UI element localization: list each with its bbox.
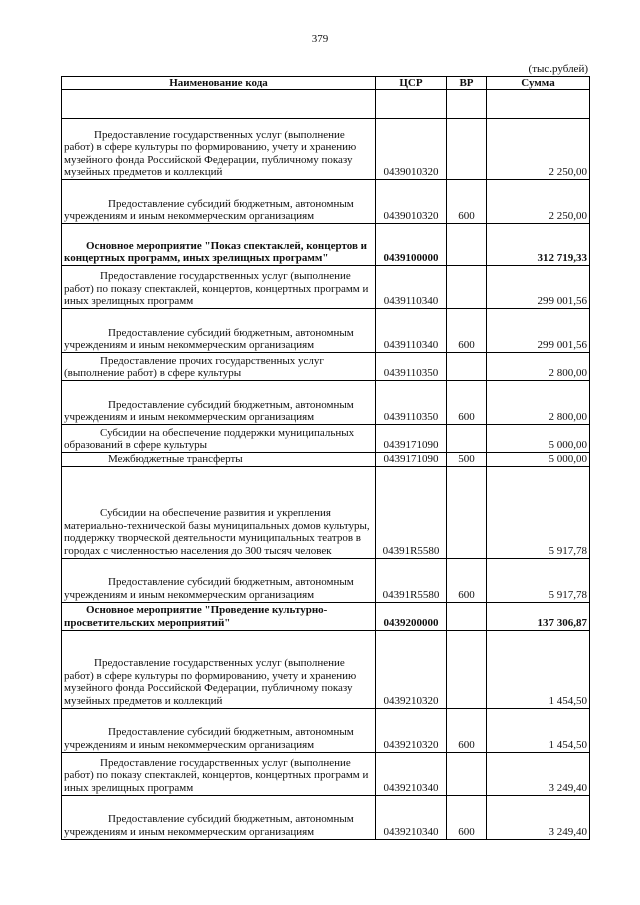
row-name: Предоставление субсидий бюджетным, автономным учреждениям и иным некоммерческим организациям [62, 381, 376, 425]
row-csr: 0439010320 [376, 119, 447, 180]
table-row [62, 630, 590, 708]
row-vr: 500 [447, 453, 487, 467]
table-row [62, 466, 590, 558]
header-csr: ЦСР [376, 77, 447, 90]
header-name: Наименование кода [62, 77, 376, 90]
row-name: Субсидии на обеспечение поддержки муниципальных образований в сфере культуры [62, 425, 376, 453]
row-sum [487, 90, 590, 119]
row-name: Предоставление субсидий бюджетным, автономным учреждениям и иным некоммерческим организациям [62, 795, 376, 839]
row-sum: 5 000,00 [487, 425, 590, 453]
row-name: Предоставление субсидий бюджетным, автономным учреждениям и иным некоммерческим организациям [62, 708, 376, 752]
row-csr [376, 90, 447, 119]
row-vr: 600 [447, 795, 487, 839]
row-vr [447, 90, 487, 119]
row-name: Предоставление государственных услуг (выполнение работ) в сфере культуры по формированию, учету и хранению музейного фонда Российской Федерации, публичному показу музейных предметов и коллекций [62, 630, 376, 708]
row-csr: 0439100000 [376, 224, 447, 266]
table-header-row [62, 77, 590, 90]
row-csr: 0439171090 [376, 453, 447, 467]
row-csr: 0439110350 [376, 353, 447, 381]
row-sum: 5 917,78 [487, 558, 590, 602]
row-sum: 2 800,00 [487, 381, 590, 425]
page-number: 379 [311, 33, 329, 45]
table-row [62, 795, 590, 839]
header-sum: Сумма [487, 77, 590, 90]
row-name: Основное мероприятие "Показ спектаклей, концертов и концертных программ, иных зрелищных программ" [62, 224, 376, 266]
row-name: Предоставление прочих государственных услуг (выполнение работ) в сфере культуры [62, 353, 376, 381]
row-csr: 0439210320 [376, 630, 447, 708]
budget-table [61, 76, 590, 840]
table-row [62, 309, 590, 353]
row-sum: 3 249,40 [487, 795, 590, 839]
row-vr [447, 752, 487, 795]
table-row-section [62, 224, 590, 266]
table-row [62, 119, 590, 180]
row-sum: 5 000,00 [487, 453, 590, 467]
row-csr: 04391R5580 [376, 558, 447, 602]
table-row-spacer [62, 90, 590, 119]
table-row [62, 453, 590, 467]
row-vr [447, 119, 487, 180]
row-vr [447, 466, 487, 558]
row-vr [447, 602, 487, 630]
row-csr: 0439110340 [376, 309, 447, 353]
table-row [62, 425, 590, 453]
table-row [62, 353, 590, 381]
table-row [62, 708, 590, 752]
row-csr: 0439171090 [376, 425, 447, 453]
row-vr [447, 266, 487, 309]
row-csr: 0439110350 [376, 381, 447, 425]
table-row [62, 180, 590, 224]
row-name: Основное мероприятие "Проведение культурно-просветительских мероприятий" [62, 602, 376, 630]
row-name: Предоставление субсидий бюджетным, автономным учреждениям и иным некоммерческим организациям [62, 180, 376, 224]
row-name [62, 90, 376, 119]
table-row [62, 381, 590, 425]
row-vr: 600 [447, 381, 487, 425]
row-name: Субсидии на обеспечение развития и укрепления материально-технической базы муниципальных домов культуры, поддержку творческой деятельности муниципальных театров в городах с численностью населения до 300 тысяч человек [62, 466, 376, 558]
row-vr: 600 [447, 309, 487, 353]
row-vr: 600 [447, 180, 487, 224]
row-sum: 2 800,00 [487, 353, 590, 381]
table-row-section [62, 602, 590, 630]
row-sum: 137 306,87 [487, 602, 590, 630]
row-sum: 299 001,56 [487, 309, 590, 353]
row-csr: 0439200000 [376, 602, 447, 630]
row-sum: 5 917,78 [487, 466, 590, 558]
row-csr: 0439210340 [376, 752, 447, 795]
row-vr: 600 [447, 708, 487, 752]
row-sum: 312 719,33 [487, 224, 590, 266]
row-sum: 3 249,40 [487, 752, 590, 795]
row-sum: 2 250,00 [487, 180, 590, 224]
row-csr: 0439210340 [376, 795, 447, 839]
row-sum: 1 454,50 [487, 630, 590, 708]
table-row [62, 266, 590, 309]
header-vr: ВР [447, 77, 487, 90]
row-vr [447, 630, 487, 708]
row-vr [447, 224, 487, 266]
row-vr: 600 [447, 558, 487, 602]
row-name: Предоставление государственных услуг (выполнение работ) в сфере культуры по формированию, учету и хранению музейного фонда Российской Федерации, публичному показу музейных предметов и коллекций [62, 119, 376, 180]
row-csr: 0439010320 [376, 180, 447, 224]
table-row [62, 752, 590, 795]
units-label: (тыс.рублей) [528, 63, 588, 75]
row-sum: 1 454,50 [487, 708, 590, 752]
row-sum: 299 001,56 [487, 266, 590, 309]
row-name: Предоставление субсидий бюджетным, автономным учреждениям и иным некоммерческим организациям [62, 558, 376, 602]
row-vr [447, 353, 487, 381]
row-csr: 04391R5580 [376, 466, 447, 558]
row-name: Предоставление государственных услуг (выполнение работ) по показу спектаклей, концертов, концертных программ и иных зрелищных программ [62, 752, 376, 795]
row-sum: 2 250,00 [487, 119, 590, 180]
row-csr: 0439110340 [376, 266, 447, 309]
row-name: Предоставление субсидий бюджетным, автономным учреждениям и иным некоммерческим организациям [62, 309, 376, 353]
row-csr: 0439210320 [376, 708, 447, 752]
table-row [62, 558, 590, 602]
row-name: Предоставление государственных услуг (выполнение работ) по показу спектаклей, концертов, концертных программ и иных зрелищных программ [62, 266, 376, 309]
row-name: Межбюджетные трансферты [62, 453, 376, 467]
row-vr [447, 425, 487, 453]
